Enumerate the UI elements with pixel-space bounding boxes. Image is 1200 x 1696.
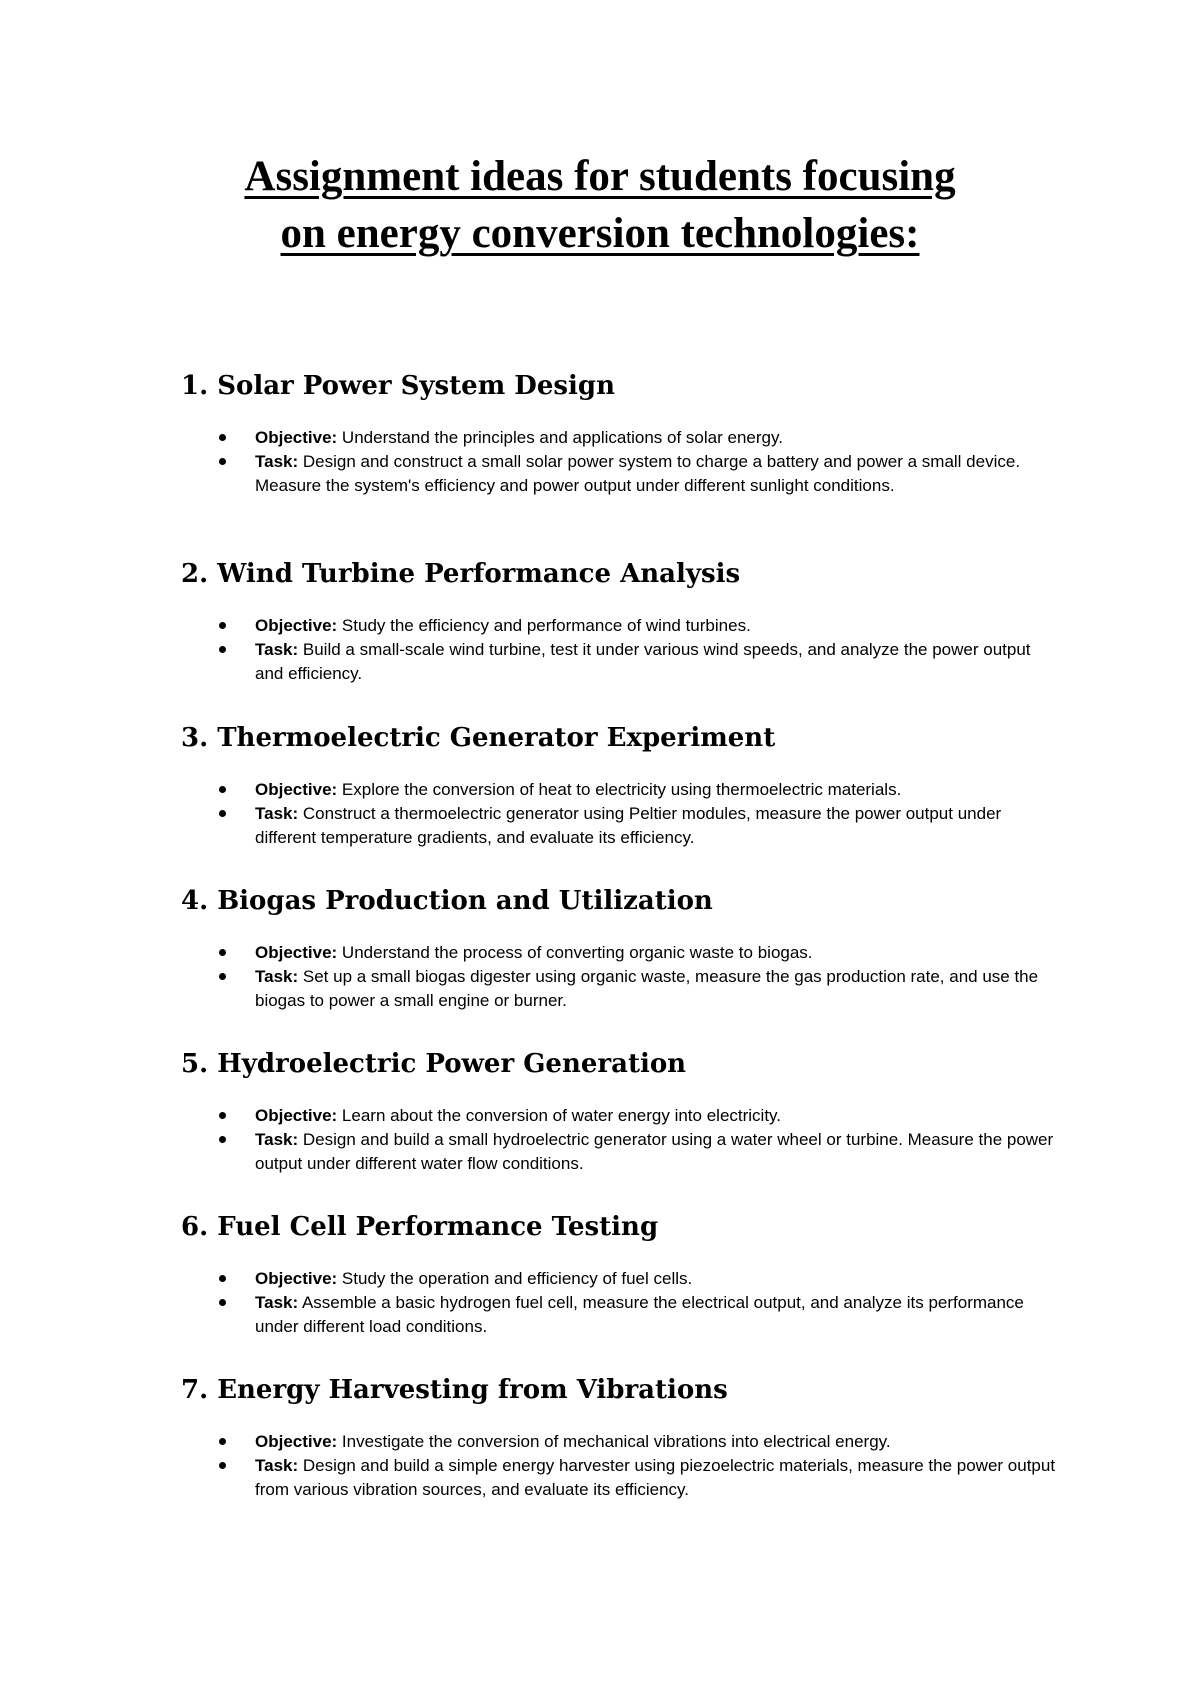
assignment-section-biogas xyxy=(181,885,1061,1013)
bullet-list xyxy=(181,1430,1061,1502)
objective-text: Investigate the conversion of mechanical vibrations into electrical energy. xyxy=(337,1432,891,1451)
bullet-icon xyxy=(219,1112,226,1119)
assignment-section-fuel-cell xyxy=(181,1211,1061,1339)
document-title-line-1: Assignment ideas for students focusing xyxy=(244,153,956,200)
bullet-icon xyxy=(219,646,226,653)
objective-text: Understand the process of converting organic waste to biogas. xyxy=(337,943,813,962)
task-label: Task: xyxy=(255,804,299,823)
task-item xyxy=(181,1128,1061,1176)
bullet-icon xyxy=(219,434,226,441)
bullet-icon xyxy=(219,458,226,465)
bullet-icon xyxy=(219,622,226,629)
objective-label: Objective: xyxy=(255,1432,338,1451)
section-heading: 6. Fuel Cell Performance Testing xyxy=(181,1212,659,1242)
assignment-section-solar xyxy=(181,370,1061,498)
bullet-icon xyxy=(219,973,226,980)
task-label: Task: xyxy=(255,1293,299,1312)
objective-label: Objective: xyxy=(255,428,338,447)
task-item xyxy=(181,1291,1061,1339)
task-text: Design and build a small hydroelectric generator using a water wheel or turbine. Measure the power output under different water flow conditions. xyxy=(255,1130,1054,1173)
task-label: Task: xyxy=(255,1130,299,1149)
bullet-icon xyxy=(219,786,226,793)
bullet-icon xyxy=(219,949,226,956)
objective-item xyxy=(181,614,1061,638)
task-text: Design and construct a small solar power system to charge a battery and power a small device. Measure the system's efficiency and power output under different sunlight conditions. xyxy=(255,452,1021,495)
task-label: Task: xyxy=(255,452,299,471)
objective-text: Understand the principles and applications of solar energy. xyxy=(337,428,783,447)
bullet-icon xyxy=(219,1299,226,1306)
task-label: Task: xyxy=(255,1456,299,1475)
objective-item xyxy=(181,1104,1061,1128)
section-heading: 5. Hydroelectric Power Generation xyxy=(181,1049,687,1079)
task-item xyxy=(181,1454,1061,1502)
task-text: Design and build a simple energy harvester using piezoelectric materials, measure the power output from various vibration sources, and evaluate its efficiency. xyxy=(255,1456,1056,1499)
task-label: Task: xyxy=(255,967,299,986)
objective-text: Learn about the conversion of water energy into electricity. xyxy=(337,1106,782,1125)
objective-item xyxy=(181,1430,1061,1454)
objective-label: Objective: xyxy=(255,1106,338,1125)
bullet-list xyxy=(181,778,1061,850)
section-heading: 3. Thermoelectric Generator Experiment xyxy=(181,723,776,753)
document-title-line-2: on energy conversion technologies: xyxy=(280,210,920,257)
task-item xyxy=(181,638,1061,686)
objective-label: Objective: xyxy=(255,616,338,635)
task-label: Task: xyxy=(255,640,299,659)
assignment-section-vibrations xyxy=(181,1374,1061,1502)
bullet-icon xyxy=(219,1438,226,1445)
objective-item xyxy=(181,778,1061,802)
bullet-icon xyxy=(219,1462,226,1469)
objective-label: Objective: xyxy=(255,943,338,962)
task-text: Assemble a basic hydrogen fuel cell, measure the electrical output, and analyze its performance under different load conditions. xyxy=(255,1293,1024,1336)
task-text: Build a small-scale wind turbine, test it under various wind speeds, and analyze the power output and efficiency. xyxy=(255,640,1031,683)
bullet-icon xyxy=(219,1275,226,1282)
section-heading: 7. Energy Harvesting from Vibrations xyxy=(181,1375,728,1405)
task-item xyxy=(181,802,1061,850)
section-heading: 2. Wind Turbine Performance Analysis xyxy=(181,559,741,589)
bullet-list xyxy=(181,614,1061,686)
objective-label: Objective: xyxy=(255,780,338,799)
section-heading: 4. Biogas Production and Utilization xyxy=(181,886,713,916)
objective-label: Objective: xyxy=(255,1269,338,1288)
bullet-icon xyxy=(219,1136,226,1143)
task-item xyxy=(181,965,1061,1013)
bullet-list xyxy=(181,941,1061,1013)
assignment-section-hydroelectric xyxy=(181,1048,1061,1176)
assignment-section-wind xyxy=(181,558,1061,686)
task-item xyxy=(181,450,1061,498)
objective-item xyxy=(181,426,1061,450)
bullet-list xyxy=(181,1267,1061,1339)
bullet-icon xyxy=(219,810,226,817)
objective-text: Explore the conversion of heat to electricity using thermoelectric materials. xyxy=(337,780,902,799)
objective-item xyxy=(181,941,1061,965)
objective-text: Study the efficiency and performance of wind turbines. xyxy=(337,616,751,635)
objective-text: Study the operation and efficiency of fuel cells. xyxy=(337,1269,693,1288)
section-heading: 1. Solar Power System Design xyxy=(181,371,615,401)
bullet-list xyxy=(181,1104,1061,1176)
document-title xyxy=(100,148,1100,262)
task-text: Construct a thermoelectric generator using Peltier modules, measure the power output under different temperature gradients, and evaluate its efficiency. xyxy=(255,804,1002,847)
task-text: Set up a small biogas digester using organic waste, measure the gas production rate, and use the biogas to power a small engine or burner. xyxy=(255,967,1039,1010)
bullet-list xyxy=(181,426,1061,498)
objective-item xyxy=(181,1267,1061,1291)
assignment-section-thermoelectric xyxy=(181,722,1061,850)
